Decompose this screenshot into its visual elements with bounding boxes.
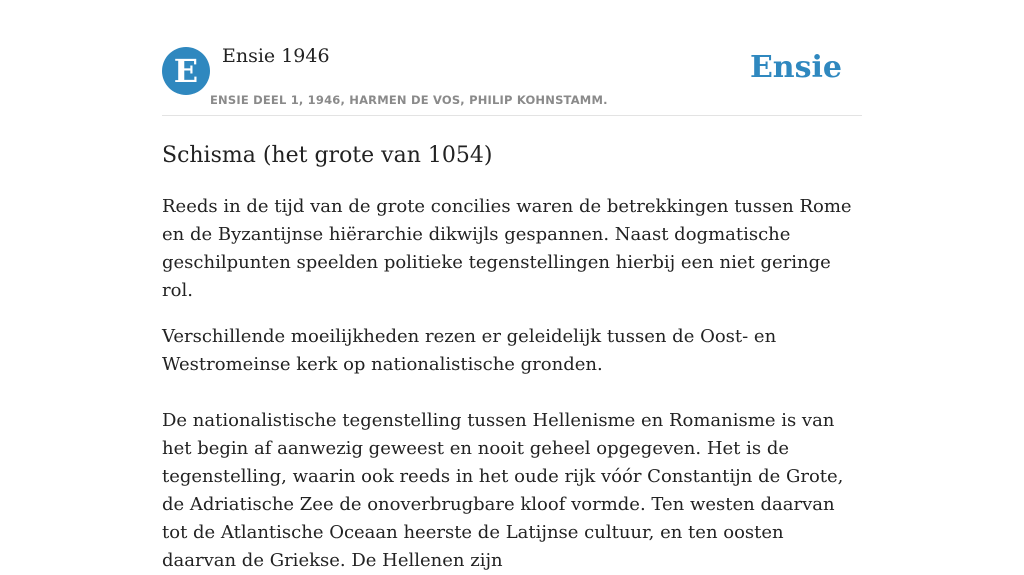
ensie-logo-icon[interactable]: E (162, 47, 210, 95)
page-container (162, 0, 862, 575)
site-header (162, 0, 862, 116)
article-paragraph: Reeds in de tijd van de grote concilies waren de betrekkingen tussen Rome en de Byzantijnse hiërarchie dikwijls gespannen. Naast dogmatische geschilpunten speelden politieke tegenstellingen hierbij een niet geringe rol. (162, 196, 852, 301)
brand-logo[interactable]: Ensie (749, 50, 842, 85)
article-title: Schisma (het grote van 1054) (162, 143, 493, 168)
article-paragraph: De nationalistische tegenstelling tussen Hellenisme en Romanisme is van het begin af aanwezig geweest en nooit geheel opgegeven. Het is de tegenstelling, waarin ook reeds in het oude rijk vóór Constantijn de Grote, de Adriatische Zee de onoverbrugbare kloof vormde. Ten westen daarvan tot de Atlantische Oceaan heerste de Latijnse cultuur, en ten oosten daarvan de Griekse. De Hellenen zijn (162, 410, 844, 571)
site-title[interactable]: Ensie 1946 (222, 45, 330, 67)
site-subtitle: ENSIE DEEL 1, 1946, HARMEN DE VOS, PHILIP KOHNSTAMM. (210, 93, 608, 107)
article-paragraph: Verschillende moeilijkheden rezen er geleidelijk tussen de Oost- en Westromeinse kerk op nationalistische gronden. (162, 326, 777, 375)
